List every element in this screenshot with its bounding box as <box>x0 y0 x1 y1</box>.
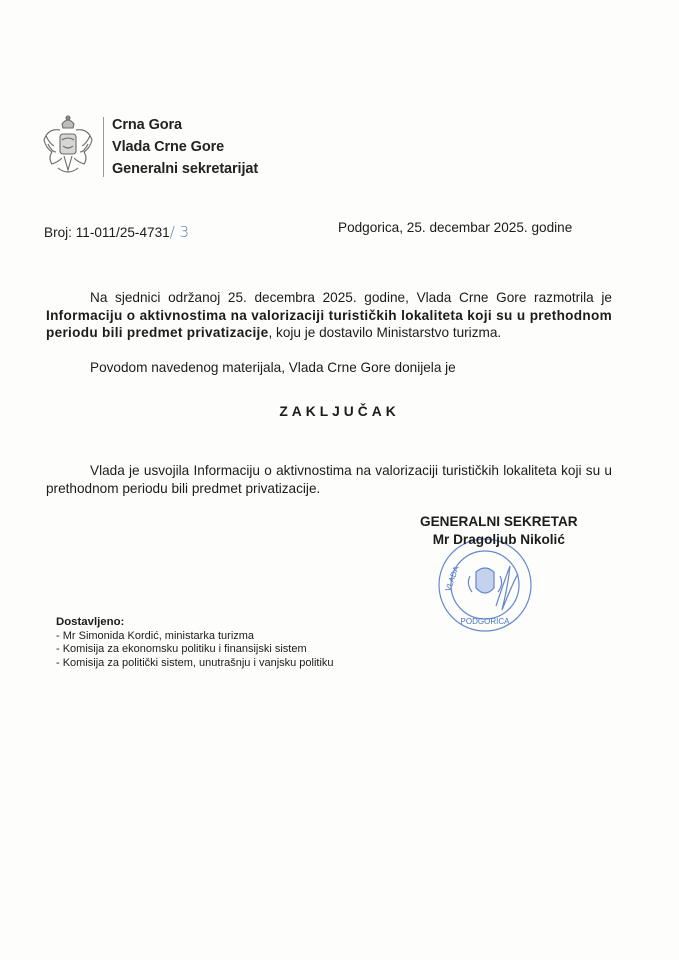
distribution-item: - Mr Simonida Kordić, ministarka turizma <box>56 629 255 642</box>
letterhead-department: Generalni sekretarijat <box>112 161 259 177</box>
intro-text-start: Na sjednici održanoj 25. decembra 2025. godine, Vlada Crne Gore razmotrila je <box>90 290 612 305</box>
intro-text-end: , koju je dostavilo Ministarstvo turizma. <box>268 325 502 341</box>
reference-number <box>44 223 189 241</box>
signature-block <box>420 513 578 549</box>
letterhead-country: Crna Gora <box>112 117 183 133</box>
intro-text-bold: Informaciju o aktivnostima na valorizaciji turističkih lokaliteta koji su u prethodnom periodu bili predmet privatizacije <box>46 307 612 341</box>
letterhead-government: Vlada Crne Gore <box>112 139 225 155</box>
signatory-title: GENERALNI SEKRETAR <box>420 514 578 529</box>
stamp-city: PODGORICA <box>460 617 510 626</box>
handwritten-suffix: / 3 <box>169 223 190 241</box>
reference-label: Broj: 11-011/25-4731 <box>44 225 170 240</box>
intro-paragraph <box>46 289 612 342</box>
distribution-item: - Komisija za ekonomsku politiku i finansijski sistem <box>56 643 307 656</box>
letterhead <box>112 114 258 180</box>
svg-text:VLADA: VLADA <box>443 564 461 593</box>
header-divider <box>103 117 104 177</box>
distribution-heading: Dostavljeno: <box>56 616 125 628</box>
document-date: Podgorica, 25. decembar 2025. godine <box>338 220 573 235</box>
distribution-item: - Komisija za politički sistem, unutrašnju i vanjsku politiku <box>56 656 334 669</box>
conclusion-paragraph <box>46 462 612 497</box>
decision-intro: Povodom navedenog materijala, Vlada Crne Gore donijela je <box>90 360 456 375</box>
conclusion-text: Vlada je usvojila Informaciju o aktivnostima na valorizaciji turističkih lokaliteta koji su u prethodnom periodu bili predmet privatizacije. <box>46 463 612 496</box>
distribution-list <box>56 616 334 670</box>
official-stamp <box>436 536 534 634</box>
coat-of-arms-icon <box>40 114 96 180</box>
signatory-name: Mr Dragoljub Nikolić <box>432 532 565 547</box>
conclusion-title: ZAKLJUČAK <box>279 404 400 419</box>
